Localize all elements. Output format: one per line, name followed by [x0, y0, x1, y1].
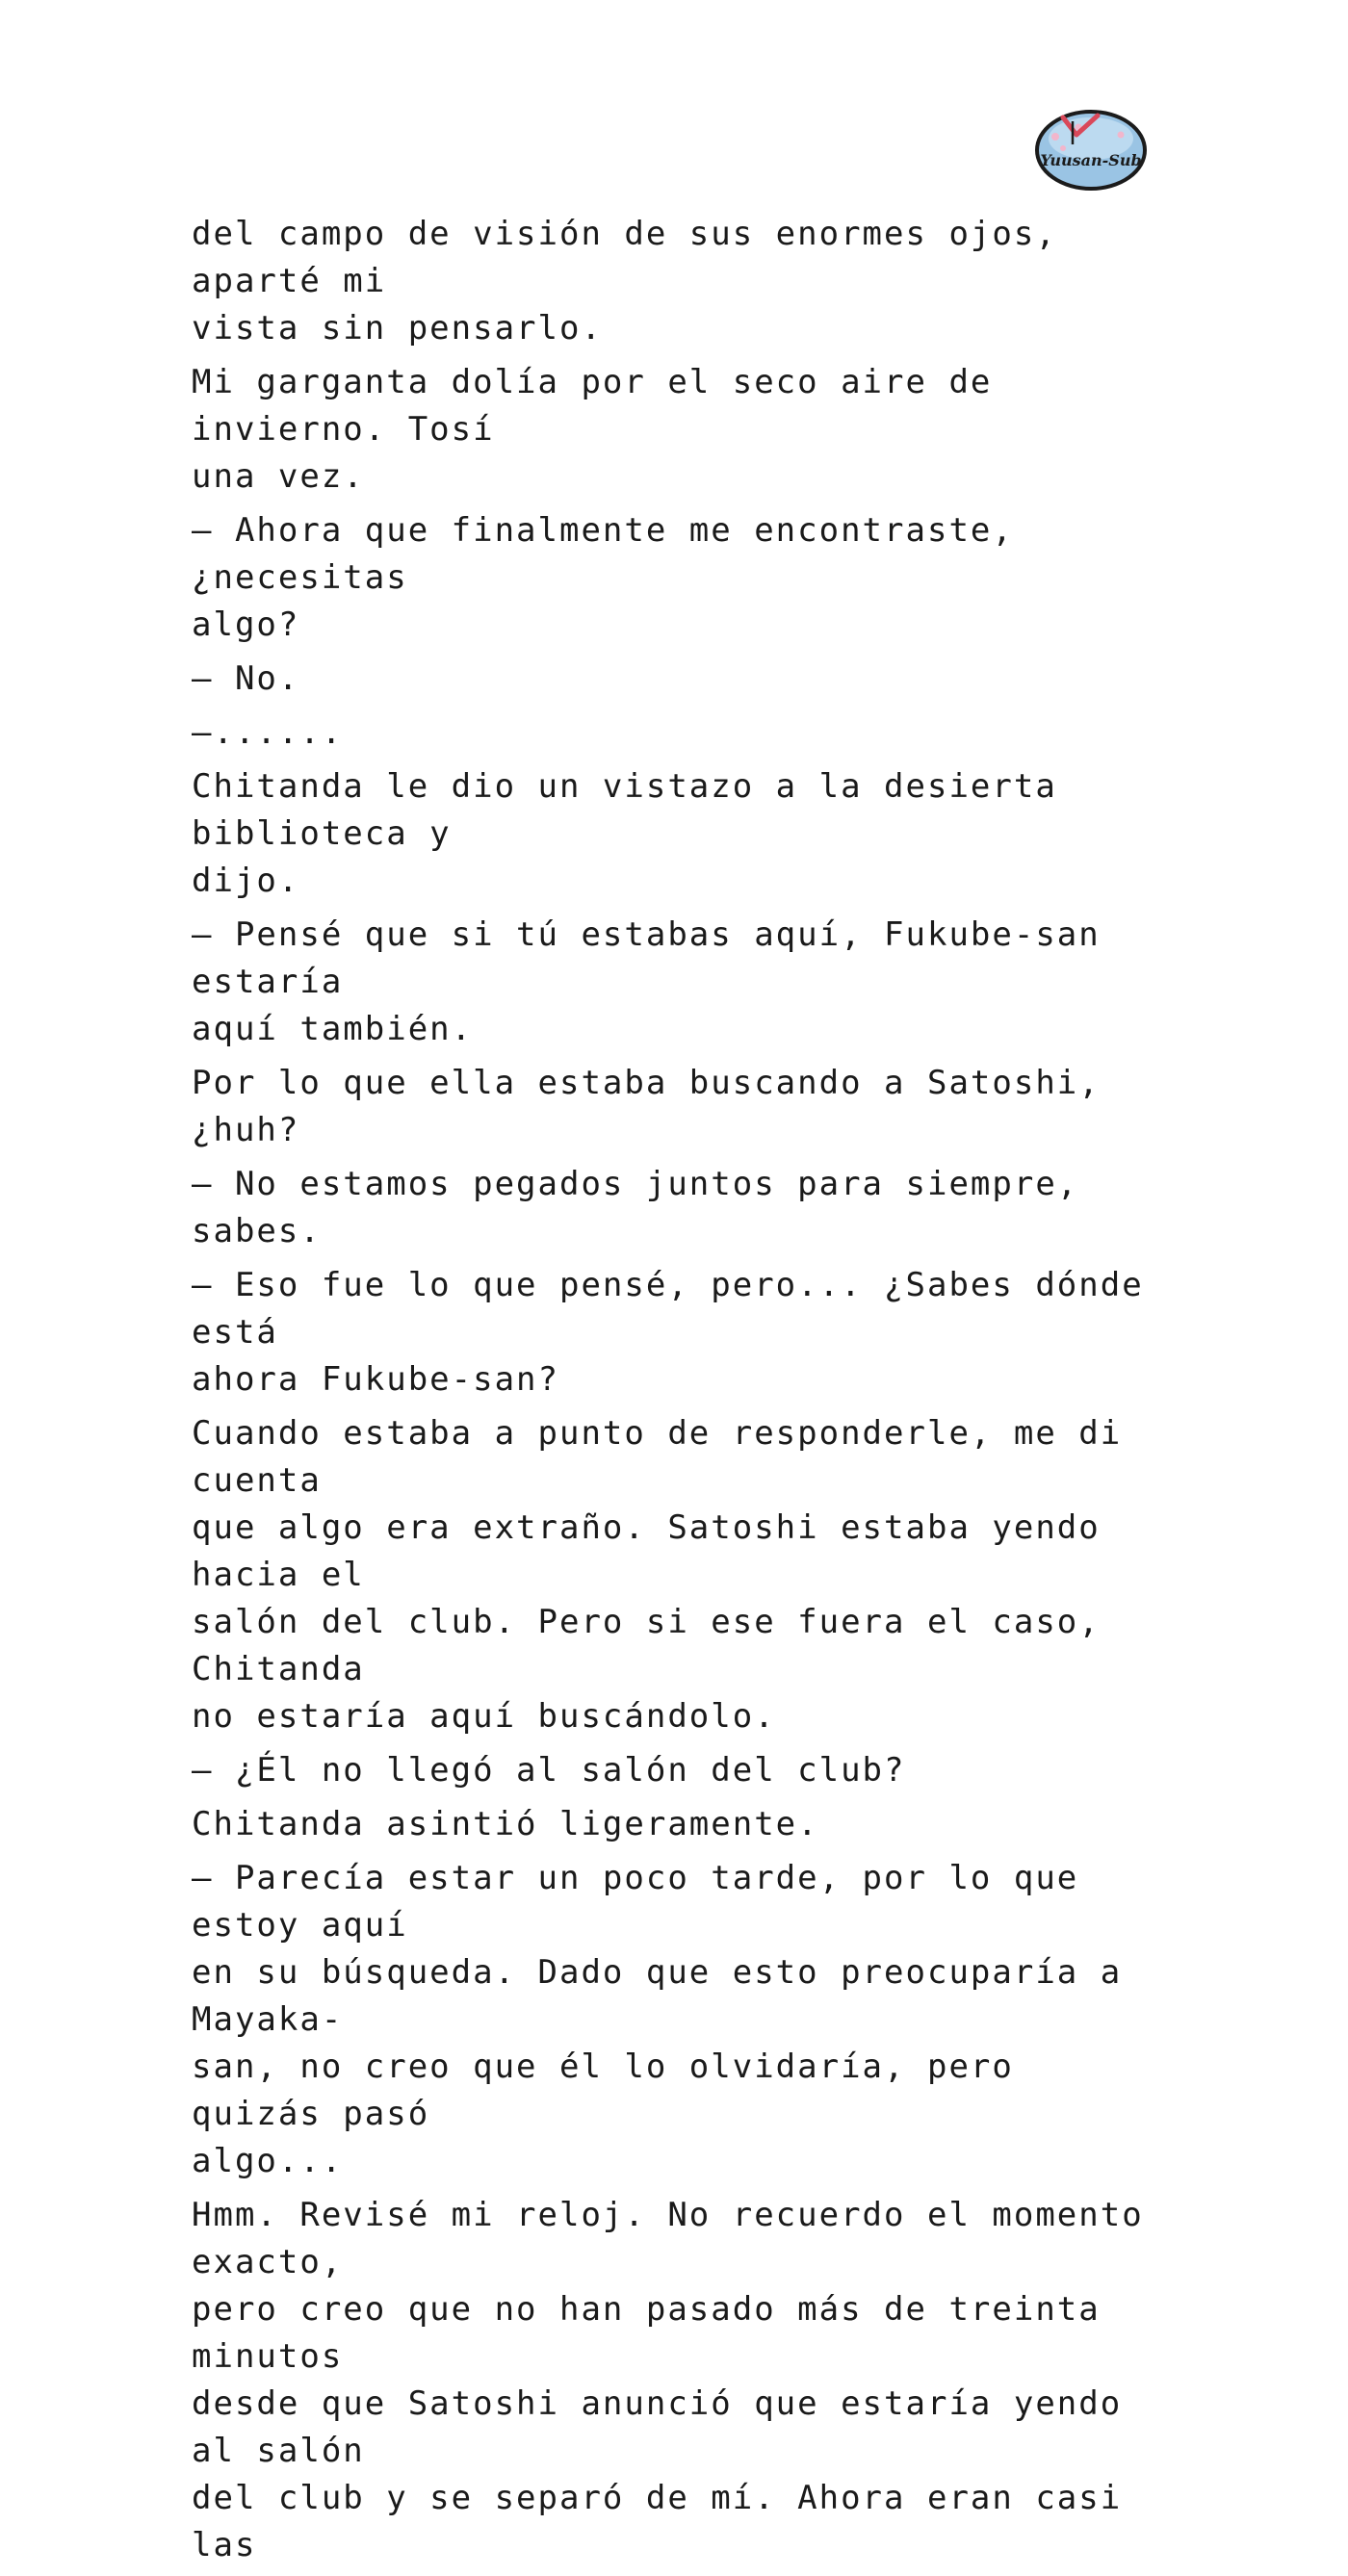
paragraph: – ¿Él no llegó al salón del club? — [192, 1751, 906, 1790]
paragraph: Hmm. Revisé mi reloj. No recuerdo el momento exacto, pero creo que no han pasado más de treinta minutos desde que Satoshi anunció que estaría yendo al salón del club y se separó de mí. Ahora eran casi las — [192, 2196, 1144, 2564]
paragraph: del campo de visión de sus enormes ojos, aparté mi vista sin pensarlo. — [192, 215, 1057, 348]
paragraph: – Ahora que finalmente me encontraste, ¿necesitas algo? — [192, 511, 1014, 644]
paragraph: – Parecía estar un poco tarde, por lo que estoy aquí en su búsqueda. Dado que esto preocuparía a Mayaka- san, no creo que él lo olvidaría, pero quizás pasó algo... — [192, 1859, 1123, 2180]
watermark-logo — [1034, 102, 1148, 191]
paragraph: – No estamos pegados juntos para siempre, sabes. — [192, 1165, 1101, 1250]
paragraph: – No. — [192, 659, 300, 698]
paragraph: Por lo que ella estaba buscando a Satoshi, ¿huh? — [192, 1064, 1123, 1149]
text-body — [192, 211, 1164, 2576]
paragraph: Chitanda asintió ligeramente. — [192, 1805, 819, 1843]
paragraph: –...... — [192, 713, 344, 752]
paragraph: Mi garganta dolía por el seco aire de invierno. Tosí una vez. — [192, 363, 993, 496]
paragraph: Chitanda le dio un vistazo a la desierta biblioteca y dijo. — [192, 767, 1057, 900]
paragraph: – Eso fue lo que pensé, pero... ¿Sabes dónde está ahora Fukube-san? — [192, 1266, 1144, 1399]
paragraph: Cuando estaba a punto de responderle, me di cuenta que algo era extraño. Satoshi estaba yendo hacia el salón del club. Pero si ese fuera el caso, Chitanda no estaría aquí buscándolo. — [192, 1414, 1123, 1736]
paragraph: – Pensé que si tú estabas aquí, Fukube-san estaría aquí también. — [192, 915, 1101, 1048]
logo-text: Yuusan-Sub — [1040, 151, 1142, 169]
